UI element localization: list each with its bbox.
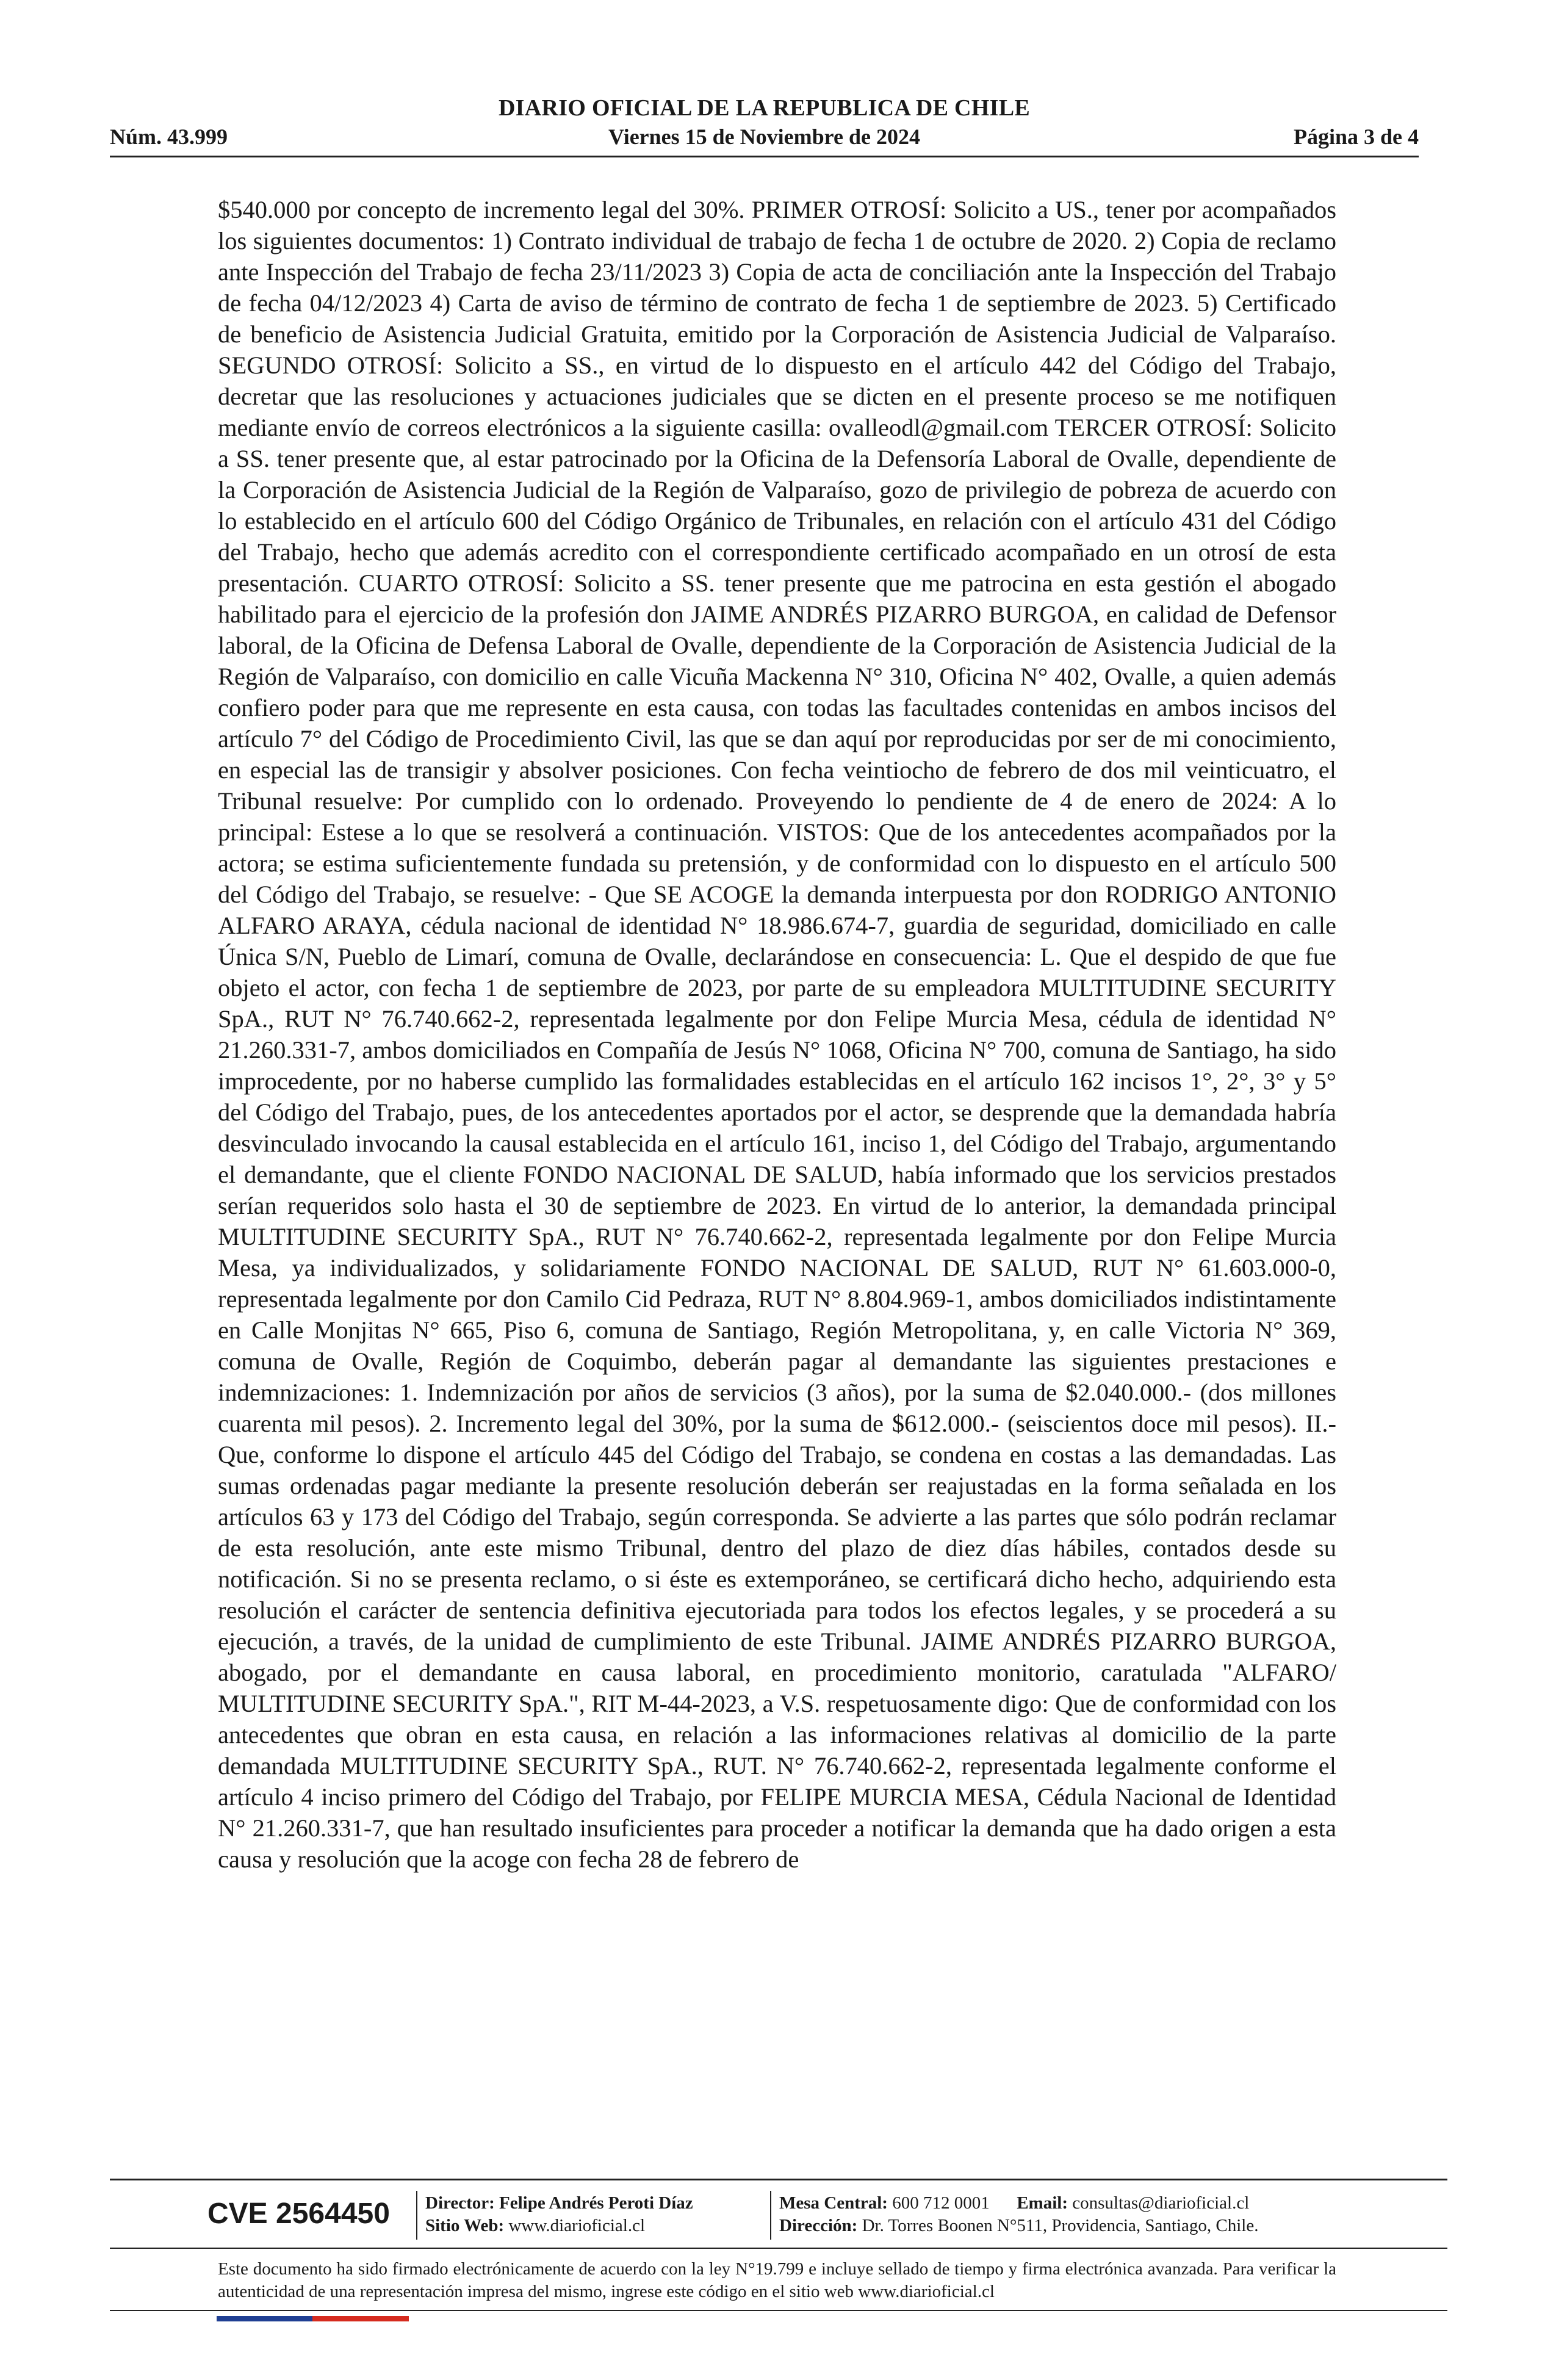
address-text: Dr. Torres Boonen N°511, Providencia, Santiago, Chile. xyxy=(862,2216,1259,2235)
header-divider xyxy=(110,156,1419,157)
director-name: Felipe Andrés Peroti Díaz xyxy=(499,2193,693,2213)
phone-number: 600 712 0001 xyxy=(892,2193,990,2213)
address-label: Dirección: xyxy=(779,2216,858,2235)
email-label: Email: xyxy=(1017,2193,1068,2213)
document-body xyxy=(218,194,1336,1875)
cve-code: CVE 2564450 xyxy=(207,2198,390,2230)
contact-line xyxy=(779,2192,1258,2215)
footer-separator xyxy=(770,2191,771,2240)
legal-notice: Este documento ha sido firmado electrónicamente de acuerdo con la ley N°19.799 e incluye sellado de tiempo y firma electrónica avanzada. Para verificar la autenticidad de una representación impresa del mismo, ingrese este código en el sitio web www.diarioficial.cl xyxy=(218,2259,1336,2301)
footer-divider-bottom xyxy=(110,2310,1447,2311)
page-indicator: Página 3 de 4 xyxy=(1293,124,1419,149)
address-line xyxy=(779,2215,1258,2237)
flag-stripe xyxy=(217,2316,409,2321)
director-line xyxy=(425,2192,693,2215)
footer-director-block xyxy=(425,2192,693,2237)
flag-stripe-red xyxy=(312,2316,409,2321)
page-header xyxy=(110,95,1419,156)
website-label: Sitio Web: xyxy=(425,2216,505,2235)
body-paragraph: $540.000 por concepto de incremento legal del 30%. PRIMER OTROSÍ: Solicito a US., tener por acompañados los siguientes documentos: 1) Contrato individual de trabajo de fecha 1 de octubre de 2020. 2) Copia de reclamo ante Inspección del Trabajo de fecha 23/11/2023 3) Copia de acta de conciliación ante la Inspección del Trabajo de fecha 04/12/2023 4) Carta de aviso de término de contrato de fecha 1 de septiembre de 2023. 5) Certificado de beneficio de Asistencia Judicial Gratuita, emitido por la Corporación de Asistencia Judicial de Valparaíso. SEGUNDO OTROSÍ: Solicito a SS., en virtud de lo dispuesto en el artículo 442 del Código del Trabajo, decretar que las resoluciones y actuaciones judiciales que se dicten en el presente proceso se me notifiquen mediante envío de correos electrónicos a la siguiente casilla: ovalleodl@gmail.com TERCER OTROSÍ: Solicito a SS. tener presente que, al estar patrocinado por la Oficina de la Defensoría Laboral de Ovalle, dependiente de la Corporación de Asistencia Judicial de la Región de Valparaíso, gozo de privilegio de pobreza de acuerdo con lo establecido en el artículo 600 del Código Orgánico de Tribunales, en relación con el artículo 431 del Código del Trabajo, hecho que además acredito con el correspondiente certificado acompañado en un otrosí de esta presentación. CUARTO OTROSÍ: Solicito a SS. tener presente que me patrocina en esta gestión el abogado habilitado para el ejercicio de la profesión don JAIME ANDRÉS PIZARRO BURGOA, en calidad de Defensor laboral, de la Oficina de Defensa Laboral de Ovalle, dependiente de la Corporación de Asistencia Judicial de la Región de Valparaíso, con domicilio en calle Vicuña Mackenna N° 310, Oficina N° 402, Ovalle, a quien además confiero poder para que me represente en esta causa, con todas las facultades contenidas en ambos incisos del artículo 7° del Código de Procedimiento Civil, las que se dan aquí por reproducidas por ser de mi conocimiento, en especial las de transigir y absolver posiciones. Con fecha veintiocho de febrero de dos mil veinticuatro, el Tribunal resuelve: Por cumplido con lo ordenado. Proveyendo lo pendiente de 4 de enero de 2024: A lo principal: Estese a lo que se resolverá a continuación. VISTOS: Que de los antecedentes acompañados por la actora; se estima suficientemente fundada su pretensión, y de conformidad con lo dispuesto en el artículo 500 del Código del Trabajo, se resuelve: - Que SE ACOGE la demanda interpuesta por don RODRIGO ANTONIO ALFARO ARAYA, cédula nacional de identidad N° 18.986.674-7, guardia de seguridad, domiciliado en calle Única S/N, Pueblo de Limarí, comuna de Ovalle, declarándose en consecuencia: L. Que el despido de que fue objeto el actor, con fecha 1 de septiembre de 2023, por parte de su empleadora MULTITUDINE SECURITY SpA., RUT N° 76.740.662-2, representada legalmente por don Felipe Murcia Mesa, cédula de identidad N° 21.260.331-7, ambos domiciliados en Compañía de Jesús N° 1068, Oficina N° 700, comuna de Santiago, ha sido improcedente, por no haberse cumplido las formalidades establecidas en el artículo 162 incisos 1°, 2°, 3° y 5° del Código del Trabajo, pues, de los antecedentes aportados por el actor, se desprende que la demandada habría desvinculado invocando la causal establecida en el artículo 161, inciso 1, del Código del Trabajo, argumentando el demandante, que el cliente FONDO NACIONAL DE SALUD, había informado que los servicios prestados serían requeridos solo hasta el 30 de septiembre de 2023. En virtud de lo anterior, la demandada principal MULTITUDINE SECURITY SpA., RUT N° 76.740.662-2, representada legalmente por don Felipe Murcia Mesa, ya individualizados, y solidariamente FONDO NACIONAL DE SALUD, RUT N° 61.603.000-0, representada legalmente por don Camilo Cid Pedraza, RUT N° 8.804.969-1, ambos domiciliados indistintamente en Calle Monjitas N° 665, Piso 6, comuna de Santiago, Región Metropolitana, y, en calle Victoria N° 369, comuna de Ovalle, Región de Coquimbo, deberán pagar al demandante las siguientes prestaciones e indemnizaciones: 1. Indemnización por años de servicios (3 años), por la suma de $2.040.000.- (dos millones cuarenta mil pesos). 2. Incremento legal del 30%, por la suma de $612.000.- (seiscientos doce mil pesos). II.- Que, conforme lo dispone el artículo 445 del Código del Trabajo, se condena en costas a las demandadas. Las sumas ordenadas pagar mediante la presente resolución deberán ser reajustadas en la forma señalada en los artículos 63 y 173 del Código del Trabajo, según corresponda. Se advierte a las partes que sólo podrán reclamar de esta resolución, ante este mismo Tribunal, dentro del plazo de diez días hábiles, contados desde su notificación. Si no se presenta reclamo, o si éste es extemporáneo, se certificará dicho hecho, adquiriendo esta resolución el carácter de sentencia definitiva ejecutoriada para todos los efectos legales, y se procederá a su ejecución, a través, de la unidad de cumplimiento de este Tribunal. JAIME ANDRÉS PIZARRO BURGOA, abogado, por el demandante en causa laboral, en procedimiento monitorio, caratulada "ALFARO/ MULTITUDINE SECURITY SpA.", RIT M-44-2023, a V.S. respetuosamente digo: Que de conformidad con los antecedentes que obran en esta causa, en relación a las informaciones relativas al domicilio de la parte demandada MULTITUDINE SECURITY SpA., RUT. N° 76.740.662-2, representada legalmente conforme el artículo 4 inciso primero del Código del Trabajo, por FELIPE MURCIA MESA, Cédula Nacional de Identidad N° 21.260.331-7, que han resultado insuficientes para proceder a notificar la demanda que ha dado origen a esta causa y resolución que la acoge con fecha 28 de febrero de xyxy=(218,196,1336,1873)
footer-separator xyxy=(416,2191,417,2240)
flag-stripe-blue xyxy=(217,2316,312,2321)
email-link[interactable]: consultas@diarioficial.cl xyxy=(1072,2193,1250,2213)
publication-title: DIARIO OFICIAL DE LA REPUBLICA DE CHILE xyxy=(498,95,1031,121)
footer-divider-top xyxy=(110,2179,1447,2180)
website-line xyxy=(425,2215,693,2237)
issue-number: Núm. 43.999 xyxy=(110,124,228,149)
footer-divider-middle xyxy=(110,2248,1447,2249)
director-label: Director: xyxy=(425,2193,495,2213)
footer-contact-block xyxy=(779,2192,1258,2237)
website-link[interactable]: www.diarioficial.cl xyxy=(508,2216,646,2235)
issue-date: Viernes 15 de Noviembre de 2024 xyxy=(608,124,920,149)
phone-label: Mesa Central: xyxy=(779,2193,888,2213)
